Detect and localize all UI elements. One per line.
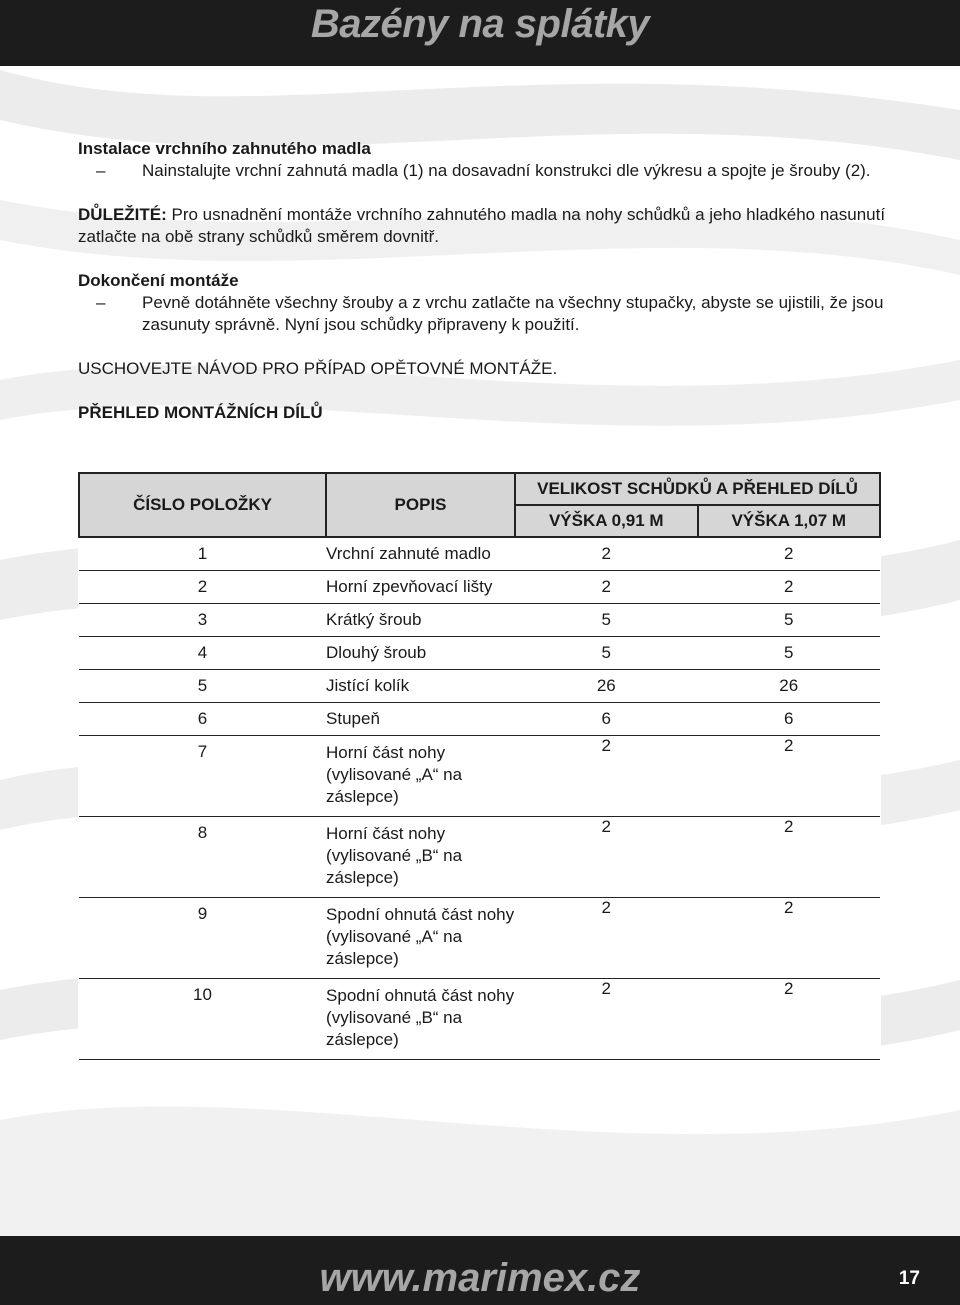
finish-instruction-text: Pevně dotáhněte všechny šrouby a z vrchu zatlačte na všechny stupačky, abyste se ujistili, že jsou zasunuty správně. Nyní jsou schůdky připraveny k použití. — [142, 293, 884, 334]
install-heading: Instalace vrchního zahnutého madla — [78, 139, 371, 158]
qty-height-2: 2 — [698, 898, 880, 979]
qty-height-2: 2 — [698, 537, 880, 571]
qty-height-2: 26 — [698, 670, 880, 703]
item-description: Spodní ohnutá část nohy (vylisované „A“ na záslepce) — [326, 898, 515, 979]
qty-height-2: 6 — [698, 703, 880, 736]
install-instruction — [78, 160, 898, 182]
table-row — [79, 604, 880, 637]
item-number: 4 — [79, 637, 326, 670]
table-row — [79, 817, 880, 898]
item-description: Horní část nohy (vylisované „B“ na záslepce) — [326, 817, 515, 898]
item-number: 10 — [79, 979, 326, 1060]
qty-height-2: 5 — [698, 604, 880, 637]
item-number: 5 — [79, 670, 326, 703]
qty-height-2: 2 — [698, 736, 880, 817]
dash-marker: – — [96, 161, 106, 180]
item-number: 7 — [79, 736, 326, 817]
important-text: Pro usnadnění montáže vrchního zahnutého madla na nohy schůdků a jeho hladkého nasunutí zatlačte na obě strany schůdků směrem dovnitř. — [78, 205, 886, 246]
qty-height-2: 2 — [698, 979, 880, 1060]
col-desc-header: POPIS — [326, 473, 515, 537]
table-row — [79, 537, 880, 571]
qty-height-2: 5 — [698, 637, 880, 670]
header-bar — [0, 0, 960, 66]
finish-heading: Dokončení montáže — [78, 271, 239, 290]
qty-height-1: 2 — [515, 736, 697, 817]
qty-height-2: 2 — [698, 571, 880, 604]
table-row — [79, 703, 880, 736]
keep-manual-note: USCHOVEJTE NÁVOD PRO PŘÍPAD OPĚTOVNÉ MONTÁŽE. — [78, 359, 558, 378]
finish-instruction — [78, 292, 898, 336]
qty-height-1: 5 — [515, 604, 697, 637]
item-number: 1 — [79, 537, 326, 571]
item-description: Vrchní zahnuté madlo — [326, 537, 515, 571]
item-description: Dlouhý šroub — [326, 637, 515, 670]
item-description: Jistící kolík — [326, 670, 515, 703]
col-number-header: ČÍSLO POLOŽKY — [79, 473, 326, 537]
important-label: DŮLEŽITÉ: — [78, 205, 167, 224]
header-title: Bazény na splátky — [310, 2, 650, 46]
item-number: 2 — [79, 571, 326, 604]
page-number: 17 — [898, 1268, 920, 1289]
item-number: 8 — [79, 817, 326, 898]
item-description: Krátký šroub — [326, 604, 515, 637]
footer-url: www.marimex.cz — [319, 1256, 641, 1300]
qty-height-1: 6 — [515, 703, 697, 736]
item-number: 3 — [79, 604, 326, 637]
table-row — [79, 670, 880, 703]
parts-heading: PŘEHLED MONTÁŽNÍCH DÍLŮ — [78, 403, 323, 422]
table-row — [79, 898, 880, 979]
table-row — [79, 979, 880, 1060]
col-height-1-header: VÝŠKA 0,91 M — [515, 505, 697, 537]
item-description: Stupeň — [326, 703, 515, 736]
table-row — [79, 637, 880, 670]
item-number: 9 — [79, 898, 326, 979]
parts-table-body — [79, 537, 880, 1060]
qty-height-1: 26 — [515, 670, 697, 703]
qty-height-1: 2 — [515, 571, 697, 604]
table-row — [79, 571, 880, 604]
install-instruction-text: Nainstalujte vrchní zahnutá madla (1) na dosavadní konstrukci dle výkresu a spojte je šrouby (2). — [142, 161, 871, 180]
footer-bar — [0, 1236, 960, 1305]
important-note — [78, 204, 898, 248]
qty-height-1: 2 — [515, 898, 697, 979]
dash-marker: – — [96, 293, 106, 312]
col-height-2-header: VÝŠKA 1,07 M — [698, 505, 880, 537]
col-group-header: VELIKOST SCHŮDKŮ A PŘEHLED DÍLŮ — [515, 473, 880, 505]
main-content — [78, 138, 898, 424]
table-row — [79, 736, 880, 817]
qty-height-1: 5 — [515, 637, 697, 670]
qty-height-1: 2 — [515, 537, 697, 571]
item-description: Horní část nohy (vylisované „A“ na záslepce) — [326, 736, 515, 817]
item-description: Spodní ohnutá část nohy (vylisované „B“ na záslepce) — [326, 979, 515, 1060]
item-number: 6 — [79, 703, 326, 736]
qty-height-2: 2 — [698, 817, 880, 898]
item-description: Horní zpevňovací lišty — [326, 571, 515, 604]
qty-height-1: 2 — [515, 817, 697, 898]
qty-height-1: 2 — [515, 979, 697, 1060]
parts-table — [78, 472, 881, 1060]
